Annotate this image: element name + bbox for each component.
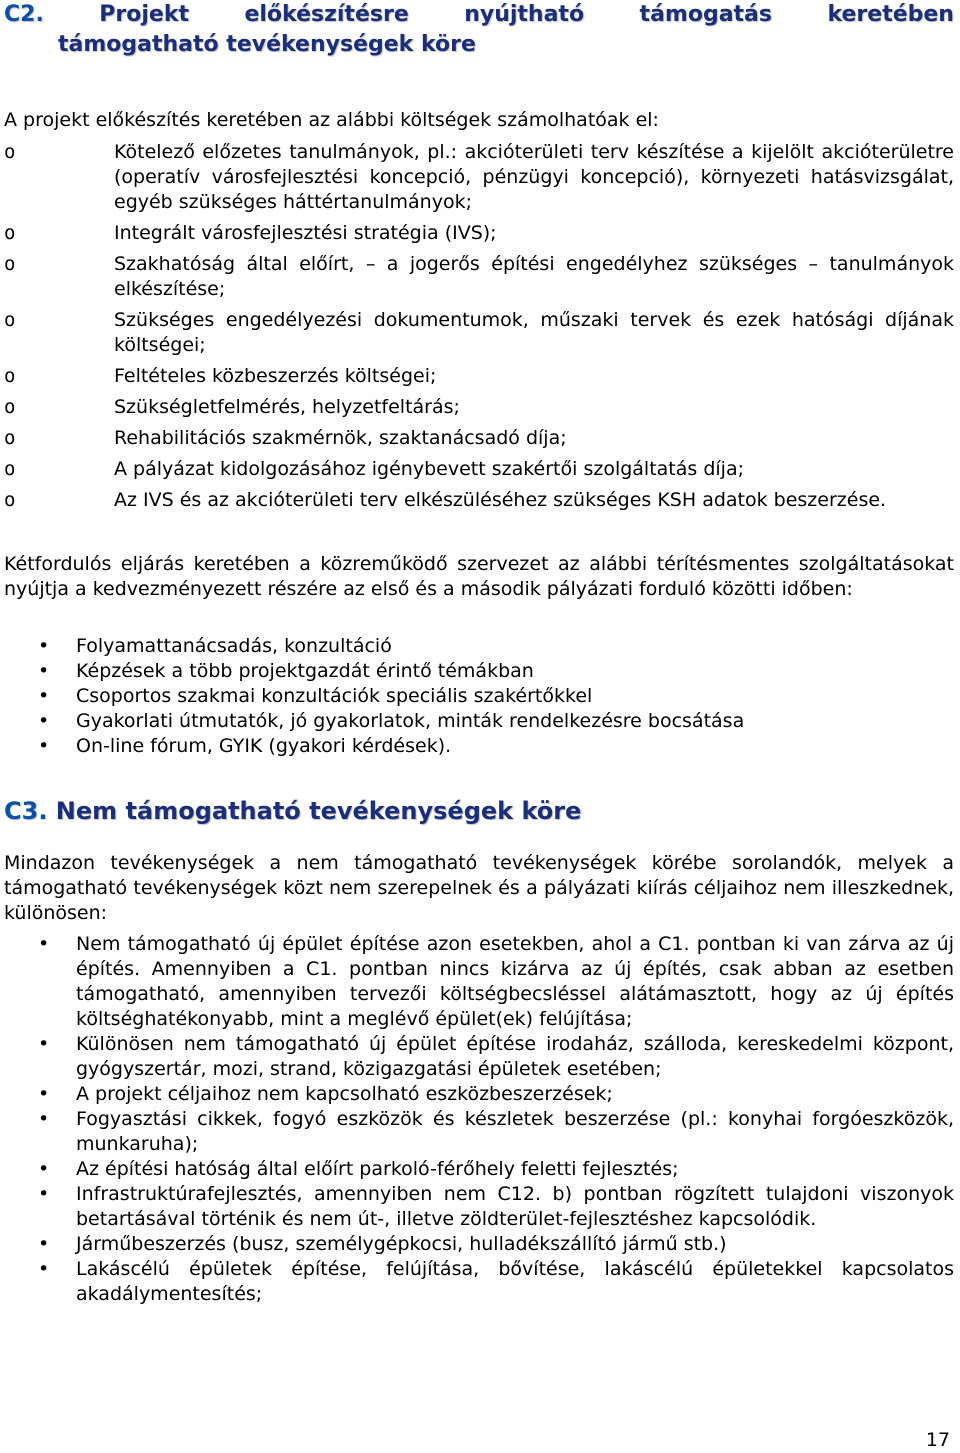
list-item-text: Különösen nem támogatható új épület építése irodaház, szálloda, kereskedelmi központ, gyógyszertár, mozi, strand, közigazgatási épületek esetében; (76, 1033, 954, 1080)
list-item-text: Szükségletfelmérés, helyzetfeltárás; (114, 396, 460, 418)
list-marker: o (4, 365, 16, 387)
bullet-marker: • (38, 1183, 50, 1205)
list-item-text: Infrastruktúrafejlesztés, amennyiben nem C12. b) pontban rögzített tulajdoni viszonyok betartásával történik és nem út-, illetve zöldterület-fejlesztéshez kapcsolódik. (76, 1183, 954, 1230)
bullet-marker: • (38, 1158, 50, 1180)
heading-c2-word: Projekt (99, 2, 189, 27)
intro-paragraph-services: Kétfordulós eljárás keretében a közreműködő szervezet az alábbi térítésmentes szolgáltatásokat nyújtja a kedvezményezett részére az első és a második pályázati forduló közötti időben: (4, 553, 954, 600)
list-item (4, 308, 954, 358)
list-marker: o (4, 396, 16, 418)
heading-c2-line1 (4, 0, 954, 30)
bullet-marker: • (38, 710, 50, 732)
list-item (4, 252, 954, 302)
list-item-text: On-line fórum, GYIK (gyakori kérdések). (76, 735, 452, 757)
heading-c2-word: nyújtható (464, 2, 585, 27)
list-item (4, 364, 954, 389)
bullet-marker: • (38, 933, 50, 955)
list-item (4, 734, 954, 759)
list-item-text: Járműbeszerzés (busz, személygépkocsi, hulladékszállító jármű stb.) (76, 1233, 727, 1255)
list-item-text: Integrált városfejlesztési stratégia (IVS); (114, 222, 497, 244)
list-item (4, 1182, 954, 1232)
heading-c2-number: C2. (4, 2, 44, 27)
list-item-text: Lakáscélú épületek építése, felújítása, bővítése, lakáscélú épületekkel kapcsolatos akadálymentesítés; (76, 1258, 954, 1305)
list-item (4, 221, 954, 246)
intro-paragraph-excluded: Mindazon tevékenységek a nem támogatható tevékenységek körébe sorolandók, melyek a támogatható tevékenységek közt nem szerepelnek és a pályázati kiírás céljaihoz nem illeszkednek, különösen: (4, 852, 954, 924)
list-item (4, 684, 954, 709)
list-item (4, 634, 954, 659)
page-number: 17 (925, 1429, 950, 1451)
heading-c3-number: C3. (4, 797, 48, 825)
list-marker: o (4, 458, 16, 480)
list-marker: o (4, 253, 16, 275)
bullet-marker: • (38, 1233, 50, 1255)
list-marker: o (4, 222, 16, 244)
list-item-text: Szakhatóság által előírt, – a jogerős építési engedélyhez szükséges – tanulmányok elkészítése; (114, 253, 954, 300)
bullet-marker: • (38, 735, 50, 757)
service-list (4, 634, 954, 759)
list-item-text: Fogyasztási cikkek, fogyó eszközök és készletek beszerzése (pl.: konyhai forgóeszközök, munkaruha); (76, 1108, 954, 1155)
list-item-text: Csoportos szakmai konzultációk speciális szakértőkkel (76, 685, 593, 707)
bullet-marker: • (38, 1108, 50, 1130)
list-item (4, 659, 954, 684)
list-item-text: Folyamattanácsadás, konzultáció (76, 635, 392, 657)
list-marker: o (4, 427, 16, 449)
bullet-marker: • (38, 660, 50, 682)
list-item (4, 140, 954, 215)
heading-c2-word: keretében (827, 2, 954, 27)
heading-c2-word: támogatás (639, 2, 772, 27)
list-item-text: Gyakorlati útmutatók, jó gyakorlatok, minták rendelkezésre bocsátása (76, 710, 745, 732)
list-item (4, 1107, 954, 1157)
list-item (4, 1082, 954, 1107)
list-item (4, 426, 954, 451)
list-item-text: Kötelező előzetes tanulmányok, pl.: akcióterületi terv készítése a kijelölt akcióterületre (operatív városfejlesztési koncepció, pénzügyi koncepció), környezeti hatásvizsgálat, egyéb szükséges háttértanulmányok; (114, 141, 954, 213)
section-heading-c2 (4, 0, 954, 60)
heading-c2-line2: támogatható tevékenységek köre (58, 32, 476, 57)
list-item-text: Az IVS és az akcióterületi terv elkészüléséhez szükséges KSH adatok beszerzése. (114, 489, 887, 511)
list-item-text: A pályázat kidolgozásához igénybevett szakértői szolgáltatás díja; (114, 458, 744, 480)
list-item-text: Feltételes közbeszerzés költségei; (114, 365, 437, 387)
list-item-text: Szükséges engedélyezési dokumentumok, műszaki tervek és ezek hatósági díjának költségei; (114, 309, 954, 356)
bullet-marker: • (38, 685, 50, 707)
cost-list (4, 140, 954, 519)
list-item (4, 1157, 954, 1182)
list-item (4, 488, 954, 513)
bullet-marker: • (38, 1083, 50, 1105)
list-item-text: Az építési hatóság által előírt parkoló-férőhely feletti fejlesztés; (76, 1158, 679, 1180)
excluded-list (4, 932, 954, 1307)
list-item (4, 1032, 954, 1082)
intro-paragraph-costs: A projekt előkészítés keretében az alábbi költségek számolhatóak el: (4, 109, 659, 131)
list-item (4, 1232, 954, 1257)
bullet-marker: • (38, 1033, 50, 1055)
list-marker: o (4, 309, 16, 331)
list-marker: o (4, 489, 16, 511)
list-item-text: Rehabilitációs szakmérnök, szaktanácsadó díja; (114, 427, 567, 449)
list-item (4, 1257, 954, 1307)
list-item (4, 457, 954, 482)
list-item-text: Nem támogatható új épület építése azon esetekben, ahol a C1. pontban ki van zárva az új építés. Amennyiben a C1. pontban nincs kizárva az új építés, csak abban az esetben támogatható, amennyiben tervezői költségbecsléssel alátámasztott, hogy az új építés költséghatékonyabb, mint a meglévő épület(ek) felújítása; (76, 933, 954, 1030)
list-item-text: A projekt céljaihoz nem kapcsolható eszközbeszerzések; (76, 1083, 613, 1105)
heading-c2-word: előkészítésre (244, 2, 409, 27)
list-item (4, 932, 954, 1032)
list-item (4, 709, 954, 734)
heading-c3-text: Nem támogatható tevékenységek köre (55, 797, 582, 825)
section-heading-c3 (4, 795, 581, 827)
bullet-marker: • (38, 635, 50, 657)
list-item (4, 395, 954, 420)
bullet-marker: • (38, 1258, 50, 1280)
list-marker: o (4, 141, 16, 163)
list-item-text: Képzések a több projektgazdát érintő témákban (76, 660, 534, 682)
